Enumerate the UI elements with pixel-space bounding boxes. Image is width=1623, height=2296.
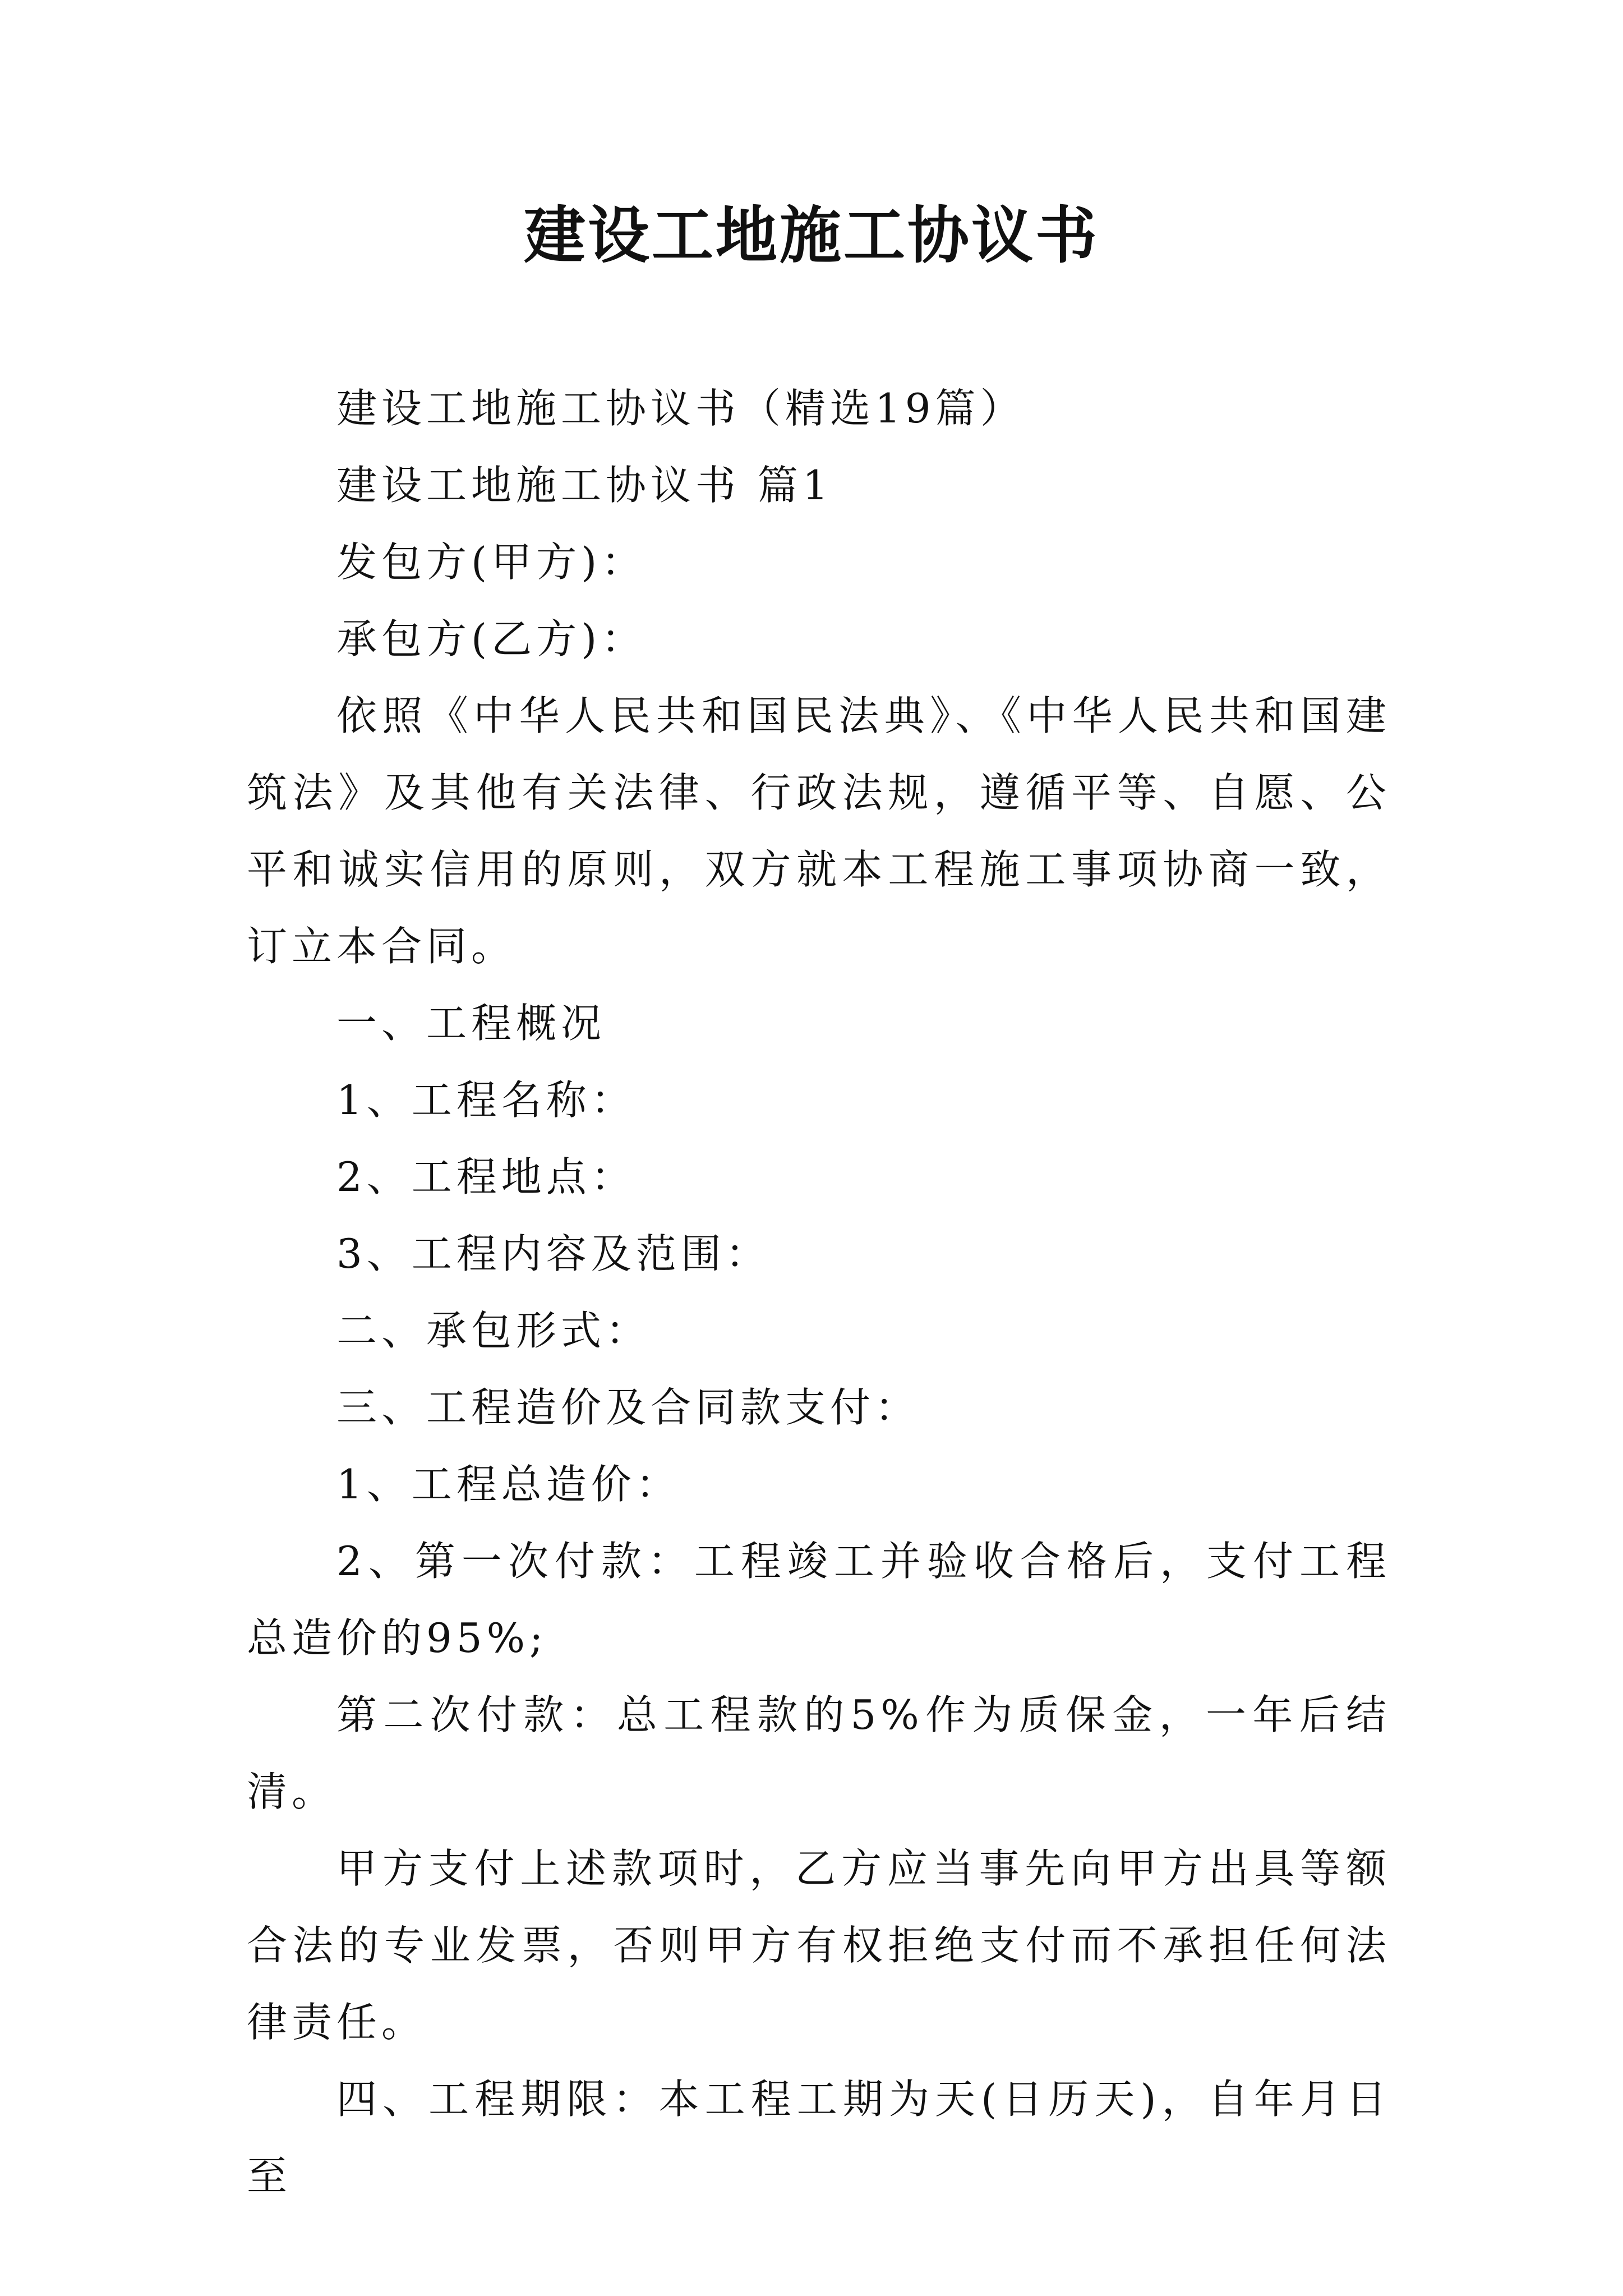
paragraph-project-period: 四、工程期限：本工程工期为天(日历天)，自年月日至 [247,2076,1391,2200]
paragraph-legal-basis: 依照《中华人民共和国民法典》、《中华人民共和国建筑法》及其他有关法律、行政法规，遵循平等、自愿、公平和诚实信用的原则，双方就本工程施工事项协商一致，订立本合同。 [247,692,1391,970]
paragraph-project-scope: 3、工程内容及范围： [336,1230,771,1277]
paragraph-cost-payment: 三、工程造价及合同款支付： [336,1384,920,1431]
paragraph-subtitle: 建设工地施工协议书（精选19篇） [336,385,1025,432]
paragraph-project-location: 2、工程地点： [336,1153,636,1200]
paragraph-party-b: 承包方(乙方)： [336,615,647,662]
paragraph-project-overview: 一、工程概况 [336,1000,606,1047]
paragraph-contract-form: 二、承包形式： [336,1307,651,1354]
document-body [247,370,1391,2215]
document-title: 建设工地施工协议书 [524,199,1099,272]
paragraph-second-payment: 第二次付款：总工程款的5%作为质保金，一年后结清。 [247,1691,1391,1815]
paragraph-project-name: 1、工程名称： [336,1076,636,1124]
paragraph-total-cost: 1、工程总造价： [336,1461,681,1508]
paragraph-first-payment: 2、第一次付款：工程竣工并验收合格后，支付工程总造价的95%; [247,1538,1391,1662]
paragraph-party-a: 发包方(甲方)： [336,539,647,586]
paragraph-invoice-terms: 甲方支付上述款项时，乙方应当事先向甲方出具等额合法的专业发票，否则甲方有权拒绝支付而不承担任何法律责任。 [247,1845,1391,2046]
paragraph-section-heading: 建设工地施工协议书 篇1 [336,462,833,509]
